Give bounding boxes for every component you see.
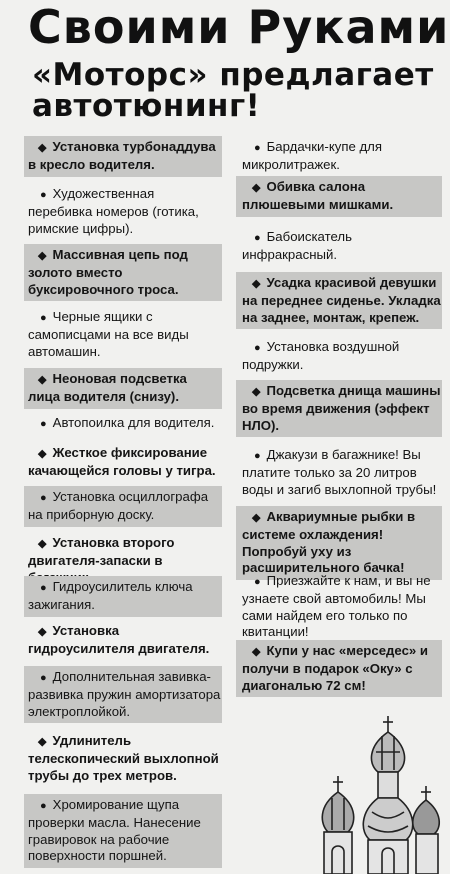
list-item [236,136,442,177]
bullet-icon: ● [40,800,47,812]
list-item-text: Автопоилка для водителя. [52,415,215,430]
list-item [236,444,442,501]
page-title: Своими Руками [28,0,450,54]
bullet-icon: ◆ [38,448,47,460]
list-item [24,368,222,409]
bullet-icon: ● [40,189,47,201]
bullet-icon: ◆ [38,736,47,748]
list-item-text: Художественная перебивка номеров (готика, римские цифры). [28,186,199,236]
list-item [24,183,222,240]
bullet-icon: ◆ [252,386,261,398]
list-item-text: Джакузи в багажнике! Вы платите только за 20 литров воды и загиб выхлопной трубы! [242,447,437,497]
list-item-text: Установка осциллографа на приборную доску. [28,489,209,522]
bullet-icon: ◆ [38,142,47,154]
bullet-icon: ◆ [252,512,261,524]
list-item-text: Бабоискатель инфракрасный. [242,229,352,262]
list-item-text: Установка гидроусилителя двигателя. [28,623,210,656]
list-item [24,576,222,617]
list-item-text: Дополнительная завивка-развивка пружин амортизатора электроплойкой. [28,669,221,719]
bullet-icon: ● [254,232,261,244]
bullet-icon: ◆ [252,646,261,658]
list-item-text: Подсветка днища машины во время движения (эффект НЛО). [242,383,441,433]
list-item [24,244,222,301]
list-item-text: Установка воздушной подружки. [242,339,400,372]
list-item-text: Неоновая подсветка лица водителя (снизу). [28,371,187,404]
list-item-text: Купи у нас «мерседес» и получи в подарок «Оку» с диагональю 72 см! [242,643,429,693]
bullet-icon: ● [40,582,47,594]
bullet-icon: ● [40,672,47,684]
list-item-text: Жесткое фиксирование качающейся головы у тигра. [28,445,216,478]
list-item [236,176,442,217]
list-item [236,380,442,437]
bullet-icon: ● [254,576,261,588]
list-item-text: Приезжайте к нам, и вы не узнаете свой автомобиль! Мы сами найдем его только по квитанции! [242,573,431,640]
list-item [24,730,222,787]
bullet-icon: ● [254,342,261,354]
list-item-text: Обивка салона плюшевыми мишками. [242,179,394,212]
list-item-text: Усадка красивой девушки на переднее сиденье. Укладка на заднее, монтаж, крепеж. [242,275,441,325]
bullet-icon: ◆ [252,278,261,290]
list-item [236,336,442,377]
list-item-text: Удлинитель телескопический выхлопной трубы до трех метров. [28,733,219,783]
list-item [24,486,222,527]
bullet-icon: ● [254,142,261,154]
list-item-text: Установка второго двигателя-запаски в [28,535,175,568]
list-item [236,272,442,329]
bullet-icon: ● [40,492,47,504]
list-item [24,412,222,436]
list-item [24,620,222,661]
bullet-icon: ● [254,450,261,462]
bullet-icon: ● [40,418,47,430]
list-item-text: Хромирование щупа проверки масла. Нанесение гравировок на рабочие поверхности поршней. [28,797,201,864]
list-item [236,570,442,644]
list-item-text: Массивная цепь под золото вместо буксировочного троса. [28,247,188,297]
list-item-text: Аквариумные рыбки в системе охлаждения! Попробуй уху из расширительного бачка! [242,509,416,576]
list-item [236,640,442,697]
list-item [24,666,222,723]
bullet-icon: ◆ [38,250,47,262]
onion-dome-church-icon [298,716,446,874]
list-item [24,794,222,868]
bullet-icon: ● [40,312,47,324]
list-item [236,226,442,267]
list-item [24,306,222,363]
list-item-text: Бардачки-купе для микролитражек. [242,139,382,172]
list-item [24,442,222,483]
page-subtitle: «Моторс» предлагает автотюнинг! [32,57,434,124]
bullet-icon: ◆ [38,626,47,638]
bullet-icon: ◆ [38,538,47,550]
list-item-text: Черные ящики с самописцами на все виды автомашин. [28,309,189,359]
bullet-icon: ◆ [252,182,261,194]
list-item-text: Гидроусилитель ключа зажигания. [28,579,193,612]
list-item [24,136,222,177]
bullet-icon: ◆ [38,374,47,386]
list-item-text: Установка турбонаддува в кресло водителя. [28,139,216,172]
